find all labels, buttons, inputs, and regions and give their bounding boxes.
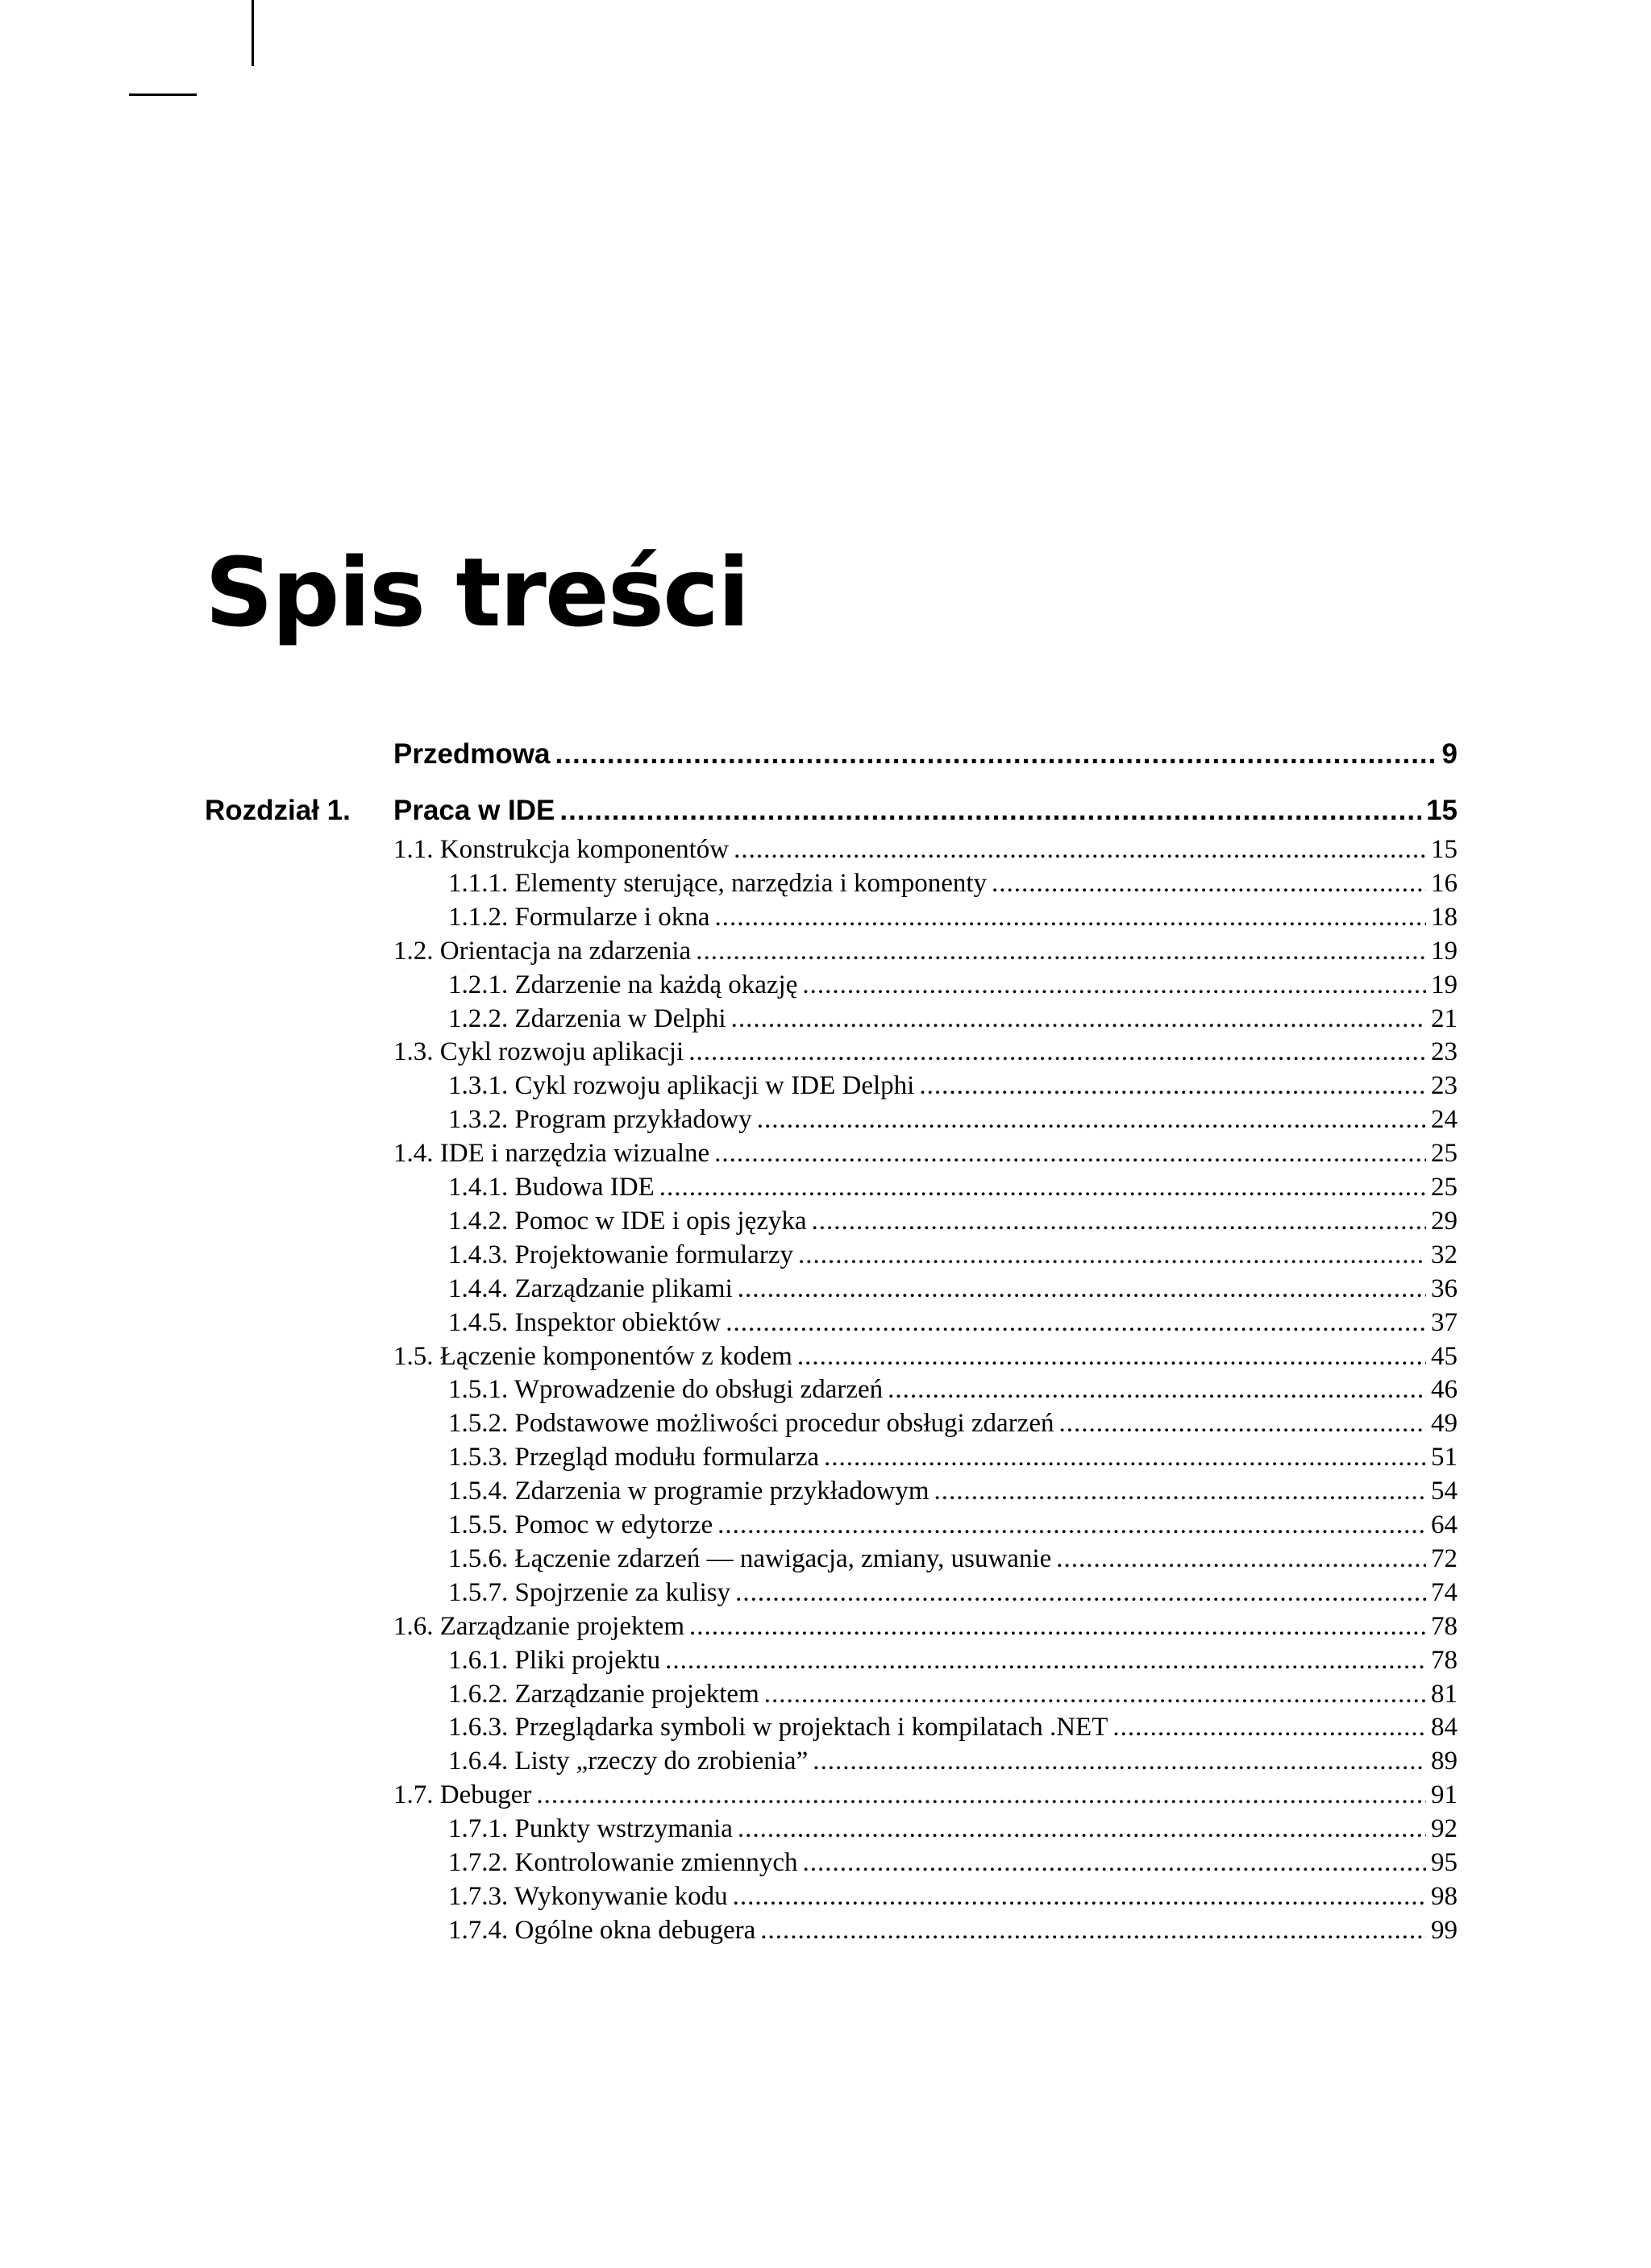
toc-entry-label: 1.3. Cykl rozwoju aplikacji xyxy=(393,1037,684,1067)
toc-entry-label: 1.7.1. Punkty wstrzymania xyxy=(448,1814,733,1844)
toc-entry-page: 72 xyxy=(1431,1543,1458,1573)
toc-entry-subsection xyxy=(448,1004,1458,1034)
toc-entry-page: 45 xyxy=(1431,1341,1458,1371)
toc-entry-label: 1.1. Konstrukcja komponentów xyxy=(393,835,730,864)
dot-leader xyxy=(802,1848,1426,1878)
dot-leader xyxy=(992,869,1426,899)
page-title: Spis treści xyxy=(205,537,749,648)
toc-entry-page: 25 xyxy=(1431,1139,1458,1169)
dot-leader xyxy=(797,1342,1426,1372)
toc-entry-page: 15 xyxy=(1426,795,1458,826)
dot-leader xyxy=(802,970,1426,1000)
toc-entry-section xyxy=(393,1612,1458,1642)
toc-entry-page: 98 xyxy=(1431,1881,1458,1911)
toc-entry-subsection xyxy=(448,1544,1458,1574)
toc-entry-section xyxy=(393,835,1458,865)
toc-entry-subsection xyxy=(448,1240,1458,1270)
toc-entry-label: 1.6. Zarządzanie projektem xyxy=(393,1611,684,1641)
toc-entry-subsection xyxy=(448,1477,1458,1506)
toc-entry-subsection xyxy=(448,1713,1458,1743)
toc-entry-subsection xyxy=(448,1308,1458,1338)
toc-entry-label: 1.2. Orientacja na zdarzenia xyxy=(393,936,692,966)
toc-entry-label: 1.5.3. Przegląd modułu formularza xyxy=(448,1443,820,1473)
toc-entry-page: 36 xyxy=(1431,1273,1458,1303)
dot-leader xyxy=(717,1510,1426,1540)
dot-leader xyxy=(738,1274,1426,1304)
toc-entry-page: 23 xyxy=(1431,1071,1458,1101)
toc-entry-subsection xyxy=(448,1882,1458,1912)
toc-entry-page: 49 xyxy=(1431,1409,1458,1439)
dot-leader xyxy=(688,1037,1426,1067)
toc-entry-chapter xyxy=(393,795,1458,827)
toc-entry-label: 1.6.1. Pliki projektu xyxy=(448,1645,661,1675)
toc-entry-subsection xyxy=(448,1680,1458,1709)
toc-entry-label: 1.5.5. Pomoc w edytorze xyxy=(448,1510,713,1539)
toc-entry-page: 51 xyxy=(1431,1443,1458,1473)
dot-leader xyxy=(764,1680,1426,1709)
dot-leader xyxy=(714,903,1426,933)
dot-leader xyxy=(714,1139,1426,1169)
toc-entry-label: 1.5.7. Spojrzenie za kulisy xyxy=(448,1577,731,1607)
toc-entry-page: 15 xyxy=(1431,835,1458,864)
toc-entry-subsection xyxy=(448,970,1458,1000)
toc-entry-subsection xyxy=(448,1646,1458,1676)
chapter-number-label: Rozdział 1. xyxy=(205,795,351,826)
toc-entry-page: 19 xyxy=(1431,970,1458,999)
toc-entry-page: 29 xyxy=(1431,1206,1458,1236)
toc-entry-page: 92 xyxy=(1431,1814,1458,1844)
toc-entry-label: 1.4. IDE i narzędzia wizualne xyxy=(393,1139,710,1169)
toc-entry-page: 16 xyxy=(1431,868,1458,898)
dot-leader xyxy=(813,1747,1426,1776)
toc-entry-page: 18 xyxy=(1431,902,1458,932)
toc-entry-label: 1.1.1. Elementy sterujące, narzędzia i komponenty xyxy=(448,868,988,898)
dot-leader xyxy=(824,1443,1426,1473)
toc-entry-label: 1.5.6. Łączenie zdarzeń — nawigacja, zmiany, usuwanie xyxy=(448,1543,1052,1573)
toc-entry-label: 1.1.2. Formularze i okna xyxy=(448,902,710,932)
dot-leader xyxy=(559,795,1421,827)
dot-leader xyxy=(760,1916,1426,1946)
toc-entry-label: 1.7.2. Kontrolowanie zmiennych xyxy=(448,1848,798,1877)
toc-entry-page: 25 xyxy=(1431,1173,1458,1202)
toc-entry-page: 46 xyxy=(1431,1375,1458,1405)
toc-entry-label: 1.4.5. Inspektor obiektów xyxy=(448,1307,722,1337)
toc-entry-label: 1.5. Łączenie komponentów z kodem xyxy=(393,1341,792,1371)
toc-entry-page: 84 xyxy=(1431,1713,1458,1743)
dot-leader xyxy=(1056,1544,1426,1574)
toc-entry-section xyxy=(393,1342,1458,1372)
toc-entry-subsection xyxy=(448,1274,1458,1304)
toc-entry-label: 1.4.1. Budowa IDE xyxy=(448,1173,655,1202)
toc-entry-page: 91 xyxy=(1431,1780,1458,1810)
toc-entry-subsection xyxy=(448,1443,1458,1473)
dot-leader xyxy=(659,1173,1426,1203)
toc-entry-label: 1.4.2. Pomoc w IDE i opis języka xyxy=(448,1206,807,1236)
dot-leader xyxy=(731,1004,1426,1034)
toc-entry-page: 54 xyxy=(1431,1477,1458,1506)
toc-entry-label: 1.6.2. Zarządzanie projektem xyxy=(448,1679,759,1709)
toc-entry-label: 1.2.1. Zdarzenie na każdą okazję xyxy=(448,970,798,999)
dot-leader xyxy=(734,835,1426,865)
dot-leader xyxy=(798,1240,1426,1270)
toc-entry-label: 1.5.4. Zdarzenia w programie przykładowym xyxy=(448,1477,929,1506)
toc-entry-section xyxy=(393,937,1458,966)
crop-mark-horizontal xyxy=(129,93,197,96)
toc-entry-label: Przedmowa xyxy=(393,738,551,770)
dot-leader xyxy=(934,1477,1426,1506)
crop-mark-vertical xyxy=(252,0,254,66)
toc-entry-page: 21 xyxy=(1431,1003,1458,1033)
toc-entry-label: 1.2.2. Zdarzenia w Delphi xyxy=(448,1003,726,1033)
toc-entry-page: 19 xyxy=(1431,936,1458,966)
toc-entry-section xyxy=(393,1780,1458,1810)
toc-entry-subsection xyxy=(448,869,1458,899)
toc-entry-label: 1.3.2. Program przykładowy xyxy=(448,1105,752,1135)
toc-entry-subsection xyxy=(448,1747,1458,1776)
toc-entry-preface xyxy=(393,738,1458,771)
toc-entry-subsection xyxy=(448,1848,1458,1878)
toc-entry-subsection xyxy=(448,1578,1458,1608)
dot-leader xyxy=(726,1308,1426,1338)
toc-entry-page: 95 xyxy=(1431,1848,1458,1877)
toc-entry-subsection xyxy=(448,1409,1458,1439)
toc-entry-label: Praca w IDE xyxy=(393,795,555,826)
toc-entry-label: 1.5.1. Wprowadzenie do obsługi zdarzeń xyxy=(448,1375,884,1405)
toc-entry-label: 1.5.2. Podstawowe możliwości procedur obsługi zdarzeń xyxy=(448,1409,1054,1439)
dot-leader xyxy=(696,937,1426,966)
toc-entry-subsection xyxy=(448,1916,1458,1946)
dot-leader xyxy=(733,1882,1426,1912)
toc-entry-label: 1.3.1. Cykl rozwoju aplikacji w IDE Delphi xyxy=(448,1071,915,1101)
toc-entry-section xyxy=(393,1139,1458,1169)
dot-leader xyxy=(555,738,1437,771)
toc-entry-page: 78 xyxy=(1431,1645,1458,1675)
toc-entry-label: 1.7. Debuger xyxy=(393,1780,532,1810)
toc-entry-page: 37 xyxy=(1431,1307,1458,1337)
toc-entry-label: 1.7.4. Ogólne okna debugera xyxy=(448,1915,756,1945)
toc-entry-page: 9 xyxy=(1441,738,1458,770)
dot-leader xyxy=(689,1612,1426,1642)
dot-leader xyxy=(735,1578,1426,1608)
toc-entry-subsection xyxy=(448,1105,1458,1135)
dot-leader xyxy=(738,1814,1426,1844)
dot-leader xyxy=(888,1375,1426,1405)
toc-entry-subsection xyxy=(448,1375,1458,1405)
toc-entry-page: 64 xyxy=(1431,1510,1458,1539)
dot-leader xyxy=(665,1646,1426,1676)
toc-entry-page: 23 xyxy=(1431,1037,1458,1067)
toc-entry-label: 1.6.3. Przeglądarka symboli w projektach i kompilatach .NET xyxy=(448,1713,1108,1743)
dot-leader xyxy=(919,1071,1426,1101)
toc-entry-page: 74 xyxy=(1431,1577,1458,1607)
toc-entry-label: 1.4.4. Zarządzanie plikami xyxy=(448,1273,733,1303)
toc-entry-subsection xyxy=(448,1071,1458,1101)
dot-leader xyxy=(757,1105,1426,1135)
toc-entry-label: 1.4.3. Projektowanie formularzy xyxy=(448,1240,793,1269)
dot-leader xyxy=(536,1780,1426,1810)
toc-entry-label: 1.6.4. Listy „rzeczy do zrobienia” xyxy=(448,1747,809,1776)
toc-entry-page: 81 xyxy=(1431,1679,1458,1709)
dot-leader xyxy=(1059,1409,1427,1439)
toc-entry-section xyxy=(393,1037,1458,1067)
toc-entry-subsection xyxy=(448,903,1458,933)
toc-entry-page: 24 xyxy=(1431,1105,1458,1135)
toc-entry-page: 78 xyxy=(1431,1611,1458,1641)
toc-entry-subsection xyxy=(448,1814,1458,1844)
toc-entry-subsection xyxy=(448,1510,1458,1540)
toc-entry-page: 32 xyxy=(1431,1240,1458,1269)
toc-entry-page: 99 xyxy=(1431,1915,1458,1945)
toc-entry-subsection xyxy=(448,1173,1458,1203)
toc-entry-page: 89 xyxy=(1431,1747,1458,1776)
toc-entry-subsection xyxy=(448,1207,1458,1236)
dot-leader xyxy=(1112,1713,1426,1743)
dot-leader xyxy=(812,1207,1426,1236)
toc-entry-label: 1.7.3. Wykonywanie kodu xyxy=(448,1881,728,1911)
